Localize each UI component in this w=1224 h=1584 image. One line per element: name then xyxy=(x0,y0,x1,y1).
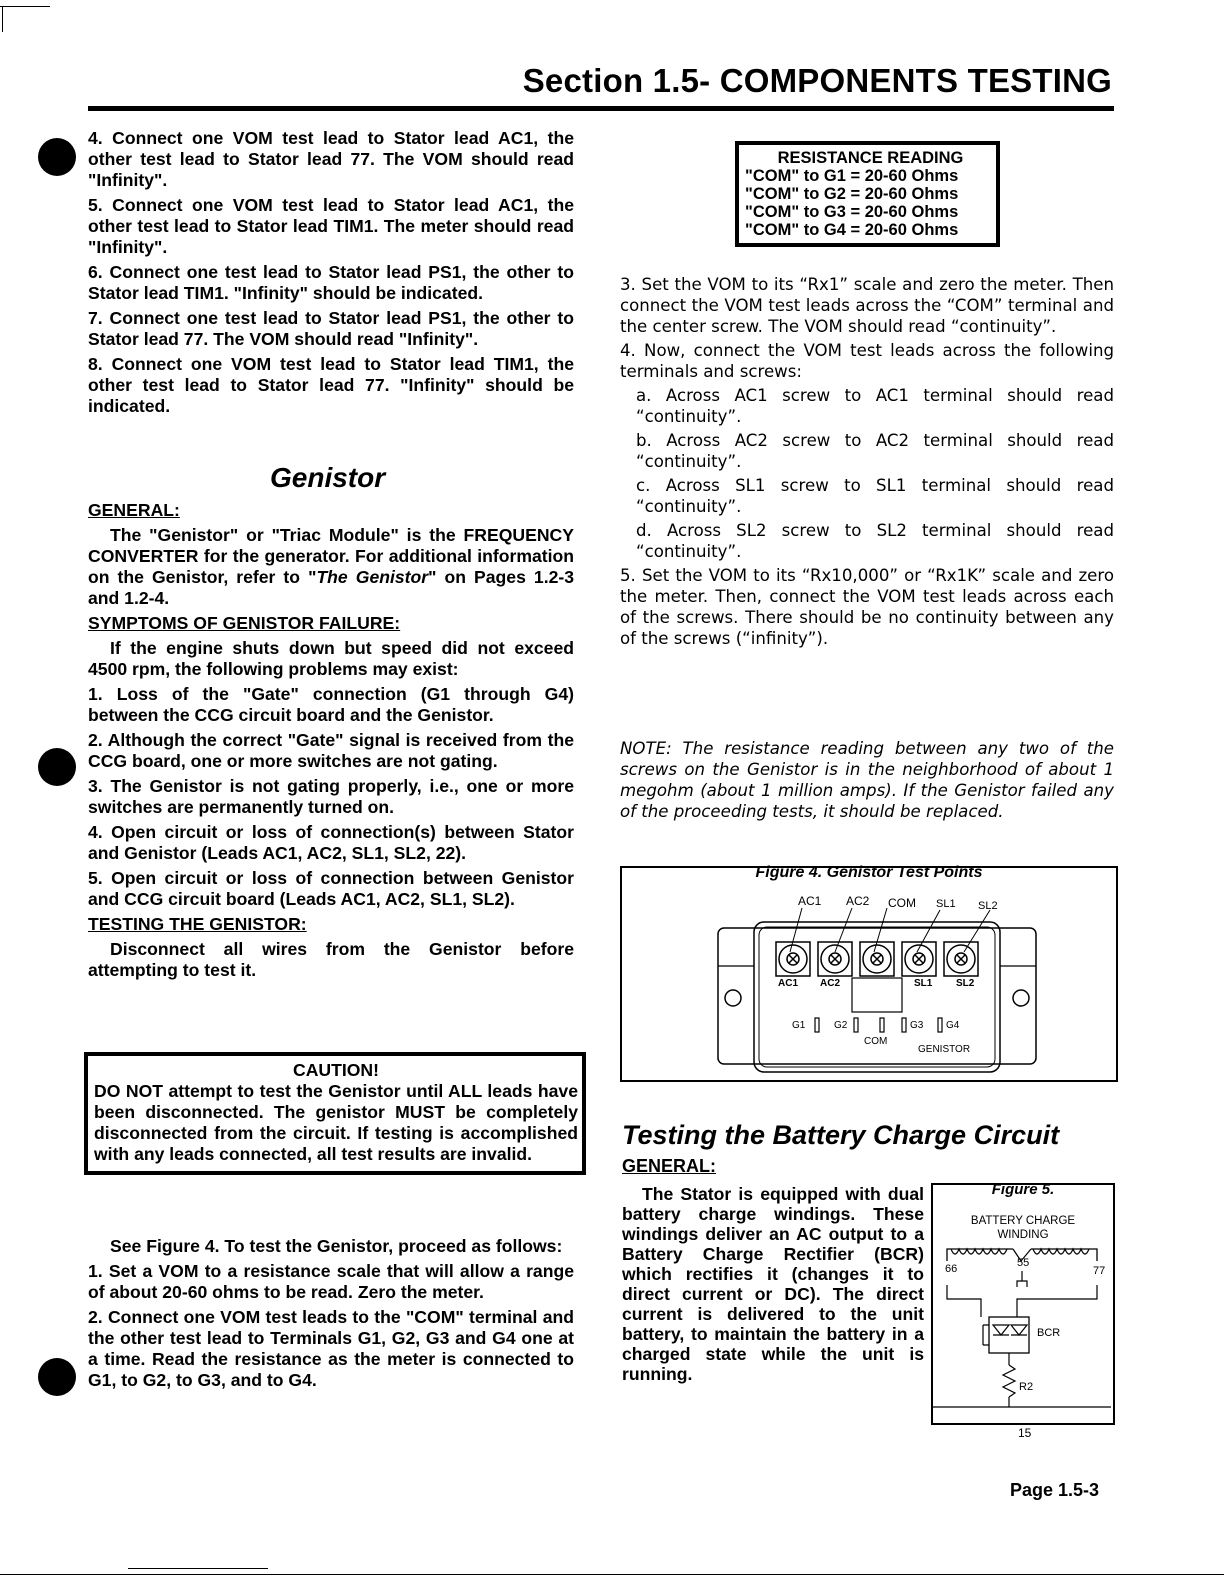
symptom-item: 2. Although the correct "Gate" signal is received from the CCG board, one or more switches are not gating. xyxy=(88,730,574,771)
substep-d: d. Across SL2 screw to SL2 terminal should read “continuity”. xyxy=(636,521,1114,561)
bcr-label: BCR xyxy=(1037,1327,1061,1339)
general-heading: GENERAL: xyxy=(88,500,180,520)
label-ac2: AC2 xyxy=(846,894,870,908)
battery-general-text: The Stator is equipped with dual battery charge windings. These windings deliver an AC output to a Battery Charge Rectifier (BCR) which rectifies it (changes it to direct current or DC). The direct current is delivered to the unit battery, to maintain the battery in a charged state while the unit is running. xyxy=(622,1184,924,1384)
lead-77: 77 xyxy=(1093,1265,1106,1277)
screw-ac2 xyxy=(818,942,852,976)
caution-box xyxy=(84,1052,586,1175)
lead-15: 15 xyxy=(1018,1426,1032,1440)
substep-c: c. Across SL1 screw to SL1 terminal should read “continuity”. xyxy=(636,476,1114,516)
gate-g3: G3 xyxy=(910,1020,924,1031)
step-8: 8. Connect one VOM test lead to Stator lead TIM1, the other test lead to Stator lead 77. "Infinity" should be indicated. xyxy=(88,354,574,416)
test-step-1: 1. Set a VOM to a resistance scale that will allow a range of about 20-60 ohms to be read. Zero the meter. xyxy=(88,1261,574,1302)
step-5: 5. Connect one VOM test lead to Stator lead AC1, the other test lead to Stator lead TIM1. The meter should read "Infinity". xyxy=(88,195,574,257)
genistor-general-text: The "Genistor" or "Triac Module" is the FREQUENCY CONVERTER for the generator. For additional information on the Genistor, refer to "The Genistor" on Pages 1.2-3 and 1.2-4. xyxy=(88,525,575,608)
page-number: Page 1.5-3 xyxy=(1010,1480,1100,1500)
right-step-5: 5. Set the VOM to its “Rx10,000” or “Rx1K” scale and zero the meter. Then, connect the VOM test leads across each of the screws. There should be no continuity between any of the screws (“infinity”). xyxy=(620,566,1114,648)
label-sl2: SL2 xyxy=(978,900,998,912)
figure-4-caption: Figure 4. Genistor Test Points xyxy=(755,864,983,881)
center-block xyxy=(852,978,902,1012)
step-7: 7. Connect one test lead to Stator lead PS1, the other to Stator lead 77. The VOM should read "Infinity". xyxy=(88,308,574,349)
scan-edge-line xyxy=(0,1574,1224,1575)
screw-sl2 xyxy=(944,942,978,976)
terminal-ac1: AC1 xyxy=(778,978,799,989)
resistor-r2 xyxy=(1003,1365,1015,1397)
terminal-sl2: SL2 xyxy=(956,978,975,989)
test-intro: See Figure 4. To test the Genistor, proceed as follows: xyxy=(110,1236,563,1256)
winding-right xyxy=(1033,1249,1089,1254)
punch-hole xyxy=(38,1358,76,1396)
genistor-body xyxy=(88,498,574,985)
substep-a: a. Across AC1 screw to AC1 terminal should read “continuity”. xyxy=(636,386,1114,426)
right-steps xyxy=(620,274,1114,652)
test-step-2: 2. Connect one VOM test leads to the "COM" terminal and the other test lead to Terminals G1, G2, G3 and G4 one at a time. Read the resistance as the meter is connected to G1, to G2, to G3, and to G4. xyxy=(88,1307,574,1390)
resistance-row: "COM" to G4 = 20-60 Ohms xyxy=(745,221,959,239)
right-step-3: 3. Set the VOM to its “Rx1” scale and zero the meter. Then connect the VOM test leads across the “COM” terminal and the center screw. The VOM should read “continuity”. xyxy=(620,275,1114,336)
testing-intro: Disconnect all wires from the Genistor before attempting to test it. xyxy=(88,939,574,980)
symptom-item: 3. The Genistor is not gating properly, i.e., one or more switches are permanently turned on. xyxy=(88,776,574,817)
figure-5-title-1: BATTERY CHARGE xyxy=(970,1215,1076,1227)
battery-general-heading: GENERAL: xyxy=(622,1156,716,1176)
com-label: COM xyxy=(864,1036,888,1047)
note-text: NOTE: The resistance reading between any two of the screws on the Genistor is in the neighborhood of about 1 megohm (about 1 million amps). If the Genistor failed any of the proceeding tests, it should be replaced. xyxy=(620,739,1114,821)
resistance-reading-box xyxy=(735,141,1000,247)
genistor-test-steps xyxy=(88,1236,574,1395)
resistance-row: "COM" to G2 = 20-60 Ohms xyxy=(745,185,959,203)
symptom-item: 5. Open circuit or loss of connection between Genistor and CCG circuit board (Leads AC1, AC2, SL1, SL2). xyxy=(88,868,574,909)
figure-5 xyxy=(931,1183,1115,1425)
testing-heading: TESTING THE GENISTOR: xyxy=(88,914,307,934)
genistor-label: GENISTOR xyxy=(918,1044,971,1055)
scan-edge-line xyxy=(2,6,3,32)
symptoms-heading: SYMPTOMS OF GENISTOR FAILURE: xyxy=(88,613,401,633)
screw-ac1 xyxy=(776,942,810,976)
winding-left xyxy=(951,1249,1007,1254)
stator-steps xyxy=(88,128,574,421)
step-6: 6. Connect one test lead to Stator lead PS1, the other to Stator lead TIM1. "Infinity" should be indicated. xyxy=(88,262,574,303)
punch-hole xyxy=(38,138,76,176)
step-4: 4. Connect one VOM test lead to Stator lead AC1, the other test lead to Stator lead 77. The VOM should read "Infinity". xyxy=(88,128,574,190)
battery-heading: Testing the Battery Charge Circuit xyxy=(622,1120,1060,1150)
substep-b: b. Across AC2 screw to AC2 terminal should read “continuity”. xyxy=(636,431,1114,471)
mount-hole xyxy=(1013,990,1029,1006)
label-ac1: AC1 xyxy=(798,894,822,908)
screw-sl1 xyxy=(902,942,936,976)
caution-text: DO NOT attempt to test the Genistor until ALL leads have been disconnected. The genistor MUST be completely disconnected from the circuit. If testing is accomplished with any leads connected, all test results are invalid. xyxy=(94,1081,578,1164)
diode xyxy=(1011,1325,1027,1335)
terminal-sl1: SL1 xyxy=(914,978,933,989)
figure-5-caption: Figure 5. xyxy=(991,1181,1055,1198)
r2-label: R2 xyxy=(1019,1381,1034,1393)
scan-edge-line xyxy=(0,6,50,7)
ground-55 xyxy=(1017,1271,1027,1287)
figure-4 xyxy=(620,866,1118,1082)
lead-66: 66 xyxy=(945,1263,958,1275)
label-com: COM xyxy=(888,896,916,910)
right-step-4: 4. Now, connect the VOM test leads across the following terminals and screws: xyxy=(620,341,1114,381)
header-rule xyxy=(88,106,1114,111)
caution-title: CAUTION! xyxy=(292,1060,379,1080)
figure-5-title-2: WINDING xyxy=(997,1229,1049,1241)
mount-hole xyxy=(725,990,741,1006)
lead-55: 55 xyxy=(1017,1257,1030,1269)
symptoms-intro: If the engine shuts down but speed did not exceed 4500 rpm, the following problems may exist: xyxy=(88,638,574,679)
punch-hole xyxy=(38,748,76,786)
symptom-item: 4. Open circuit or loss of connection(s) between Stator and Genistor (Leads AC1, AC2, SL1, SL2, 22). xyxy=(88,822,574,863)
screw-com xyxy=(860,942,894,976)
label-sl1: SL1 xyxy=(936,898,956,910)
resistance-row: "COM" to G1 = 20-60 Ohms xyxy=(745,167,959,185)
symptom-item: 1. Loss of the "Gate" connection (G1 through G4) between the CCG circuit board and the Genistor. xyxy=(88,684,574,725)
section-title: Section 1.5- COMPONENTS TESTING xyxy=(522,62,1112,99)
scan-edge-line xyxy=(128,1568,268,1569)
gate-g2: G2 xyxy=(834,1020,848,1031)
diode xyxy=(993,1325,1009,1335)
gate-g1: G1 xyxy=(792,1020,806,1031)
genistor-heading: Genistor xyxy=(270,462,386,493)
terminal-ac2: AC2 xyxy=(820,978,841,989)
resistance-row: "COM" to G3 = 20-60 Ohms xyxy=(745,203,959,221)
gate-g4: G4 xyxy=(946,1020,960,1031)
resistance-title: RESISTANCE READING xyxy=(777,149,964,167)
